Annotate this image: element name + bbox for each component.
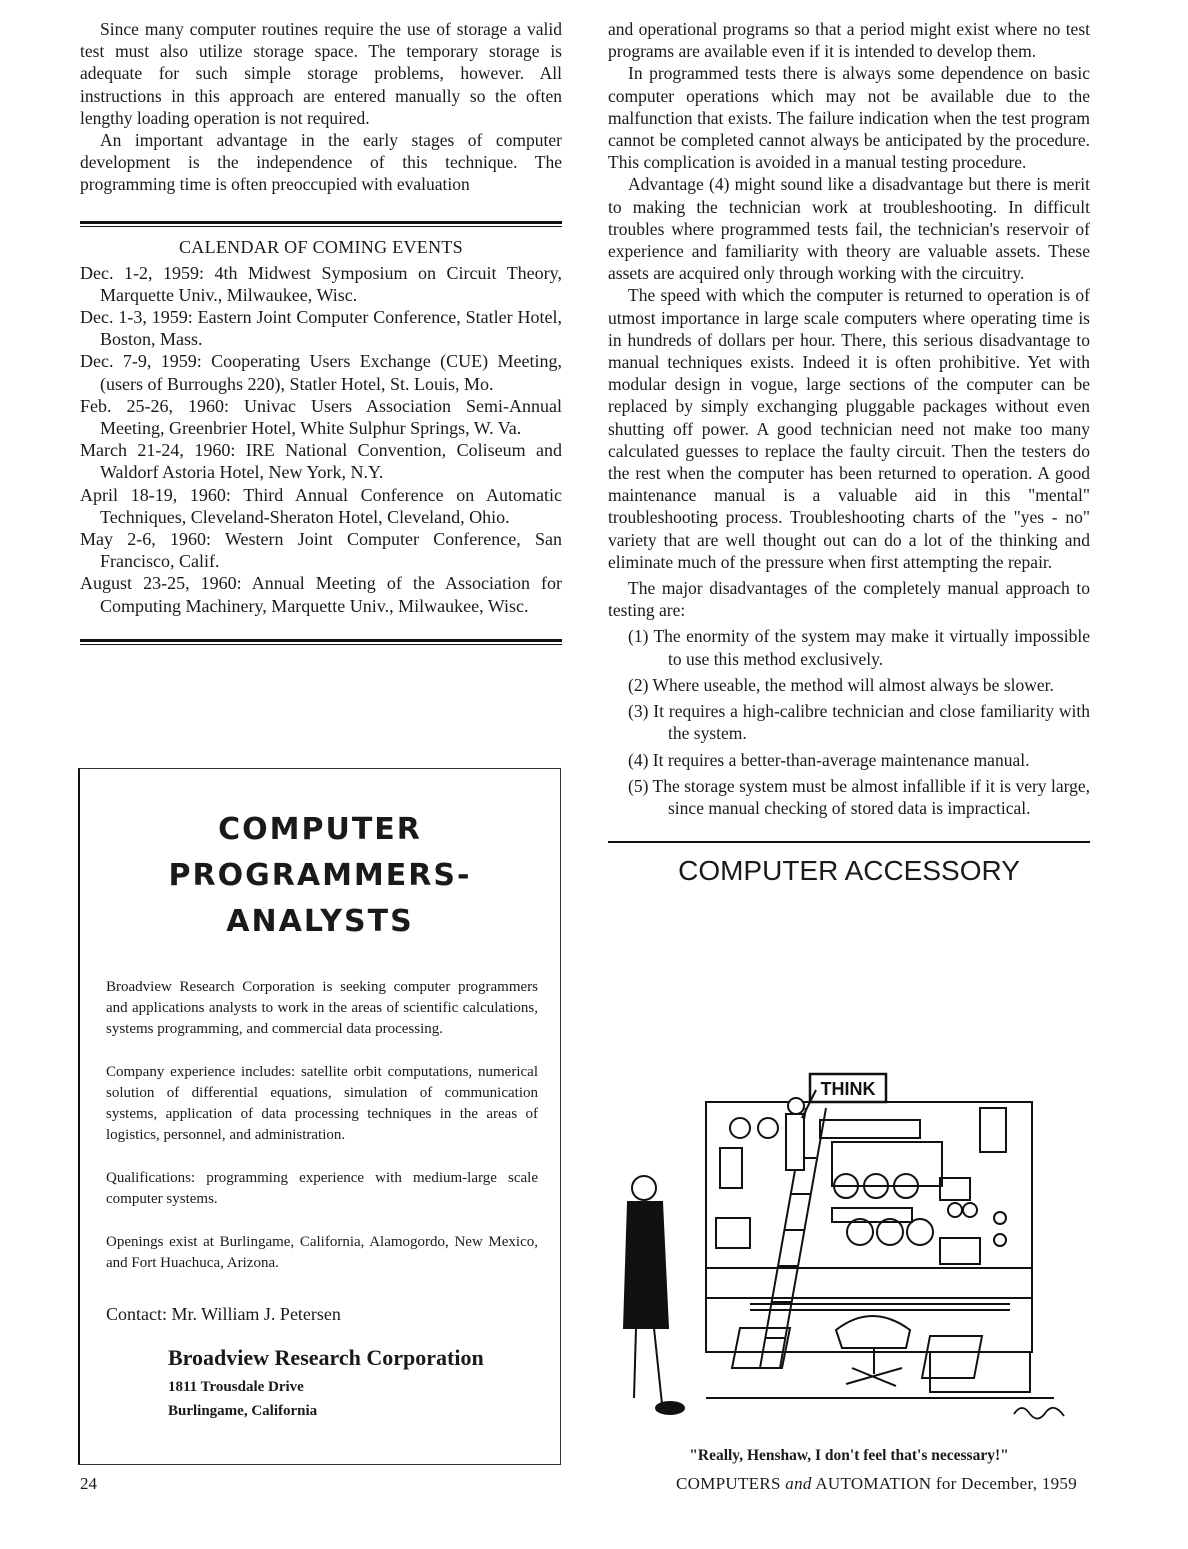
ad-paragraph-qualifications: Qualifications: programming experience with medium-large scale computer systems. xyxy=(106,1170,538,1207)
calendar-event: April 18-19, 1960: Third Annual Conference on Automatic Techniques, Cleveland-Sheraton Hotel, Cleveland, Ohio. xyxy=(80,484,562,527)
right-column xyxy=(608,18,1090,887)
calendar-title: CALENDAR OF COMING EVENTS xyxy=(178,236,463,257)
cartoon-illustration xyxy=(610,1068,1090,1436)
article-paragraph: The major disadvantages of the completely manual approach to testing are: xyxy=(608,578,1090,621)
left-column xyxy=(80,18,562,645)
ad-address-line-1: 1811 Trousdale Drive xyxy=(168,1379,304,1395)
article-paragraph: The speed with which the computer is returned to operation is of utmost importance in large scale computers where operating time is in hundreds of dollars per hour. There, this serious disadvantage to manual techniques exists. Indeed it is often prohibitive. Yet with modular design in vogue, large sections of the computer can be replaced by simply exchanging pluggable packages without even shutting off power. A good technician need not make too many calculated guesses to replace the faulty circuit. Then the testers do the rest when the computer has been returned to operation. A good maintenance manual is a valuable aid in this "mental" troubleshooting process. Troubleshooting charts of the "yes - no" variety that are well thought out can do a lot of the thinking and eliminate much of the pressure when first attempting the repair. xyxy=(608,285,1090,572)
job-advertisement xyxy=(78,768,561,1465)
disadvantage-item: (2) Where useable, the method will almost always be slower. xyxy=(628,674,1054,695)
ad-paragraph-description: Broadview Research Corporation is seeking computer programmers and applications analysts to work in the areas of scientific calculations, systems programming, and commercial data processing. xyxy=(106,979,538,1037)
calendar-event: August 23-25, 1960: Annual Meeting of the Association for Computing Machinery, Marquette Univ., Milwaukee, Wisc. xyxy=(80,573,562,616)
calendar-event: Dec. 7-9, 1959: Cooperating Users Exchange (CUE) Meeting, (users of Burroughs 220), Statler Hotel, St. Louis, Mo. xyxy=(80,351,562,394)
page-number: 24 xyxy=(80,1474,97,1493)
calendar-event: Dec. 1-2, 1959: 4th Midwest Symposium on Circuit Theory, Marquette Univ., Milwaukee, Wisc. xyxy=(80,262,562,305)
ad-headline-line-2: PROGRAMMERS-ANALYSTS xyxy=(168,858,472,939)
ad-company-name: Broadview Research Corporation xyxy=(168,1345,484,1370)
ad-headline-line-1: COMPUTER xyxy=(218,812,422,847)
article-paragraph: In programmed tests there is always some dependence on basic computer operations which may not be available due to the malfunction that exists. The failure indication when the test program cannot be completed cannot always be anticipated by the procedure. This complication is avoided in a manual testing procedure. xyxy=(608,63,1090,173)
ad-contact: Contact: Mr. William J. Petersen xyxy=(106,1304,341,1324)
article-paragraph: and operational programs so that a period might exist where no test programs are available even if it is intended to develop them. xyxy=(608,19,1090,62)
intro-paragraph-1: Since many computer routines require the use of storage a valid test must also utilize storage space. The temporary storage is adequate for such simple storage problems, however. All instructions in this approach are entered manually so the often lengthy loading operation is not required. xyxy=(80,19,562,128)
footer-magazine-part-1: COMPUTERS xyxy=(676,1474,781,1493)
think-sign-text: THINK xyxy=(820,1079,876,1099)
disadvantage-item: (1) The enormity of the system may make it virtually impossible to use this method exclusively. xyxy=(628,626,1090,669)
disadvantage-item: (5) The storage system must be almost infallible if it is very large, since manual checking of stored data is impractical. xyxy=(628,775,1090,818)
ad-paragraph-experience: Company experience includes: satellite orbit computations, numerical solution of differential equations, simulation of communication systems, application of data processing techniques in the areas of logistics, personnel, and administration. xyxy=(106,1064,538,1143)
cartoon-title: COMPUTER ACCESSORY xyxy=(678,855,1020,887)
cartoon-top-rule xyxy=(608,841,1090,843)
calendar-event: May 2-6, 1960: Western Joint Computer Conference, San Francisco, Calif. xyxy=(80,529,562,572)
artist-signature xyxy=(1014,1408,1064,1419)
magazine-footer xyxy=(676,1474,1077,1494)
calendar-bottom-rule xyxy=(80,639,562,645)
footer-magazine-part-2: AUTOMATION for December, 1959 xyxy=(815,1474,1078,1493)
cartoon-caption: "Really, Henshaw, I don't feel that's necessary!" xyxy=(689,1447,1009,1464)
calendar-event: Feb. 25-26, 1960: Univac Users Association Semi-Annual Meeting, Greenbrier Hotel, White Sulphur Springs, W. Va. xyxy=(80,395,562,439)
footer-magazine-and: and xyxy=(785,1474,812,1493)
man-in-suit xyxy=(624,1176,684,1414)
calendar-event: March 21-24, 1960: IRE National Convention, Coliseum and Waldorf Astoria Hotel, New York, N.Y. xyxy=(80,440,562,483)
ad-address-line-2: Burlingame, California xyxy=(168,1403,318,1419)
disadvantage-item: (4) It requires a better-than-average maintenance manual. xyxy=(628,749,1030,770)
intro-paragraph-2: An important advantage in the early stages of computer development is the independence of this technique. The programming time is often preoccupied with evaluation xyxy=(80,130,562,195)
ad-headline xyxy=(80,807,560,945)
ad-paragraph-openings: Openings exist at Burlingame, California, Alamogordo, New Mexico, and Fort Huachuca, Arizona. xyxy=(106,1234,538,1271)
calendar-top-rule xyxy=(80,221,562,227)
calendar-event: Dec. 1-3, 1959: Eastern Joint Computer Conference, Statler Hotel, Boston, Mass. xyxy=(80,307,562,350)
disadvantage-item: (3) It requires a high-calibre technician and close familiarity with the system. xyxy=(628,701,1090,744)
article-paragraph: Advantage (4) might sound like a disadvantage but there is merit to making the technician work at troubleshooting. In difficult troubles where programmed tests fail, the technician's reservoir of experience and familiarity with theory are valuable assets. These assets are acquired only through working with the circuitry. xyxy=(608,174,1090,284)
